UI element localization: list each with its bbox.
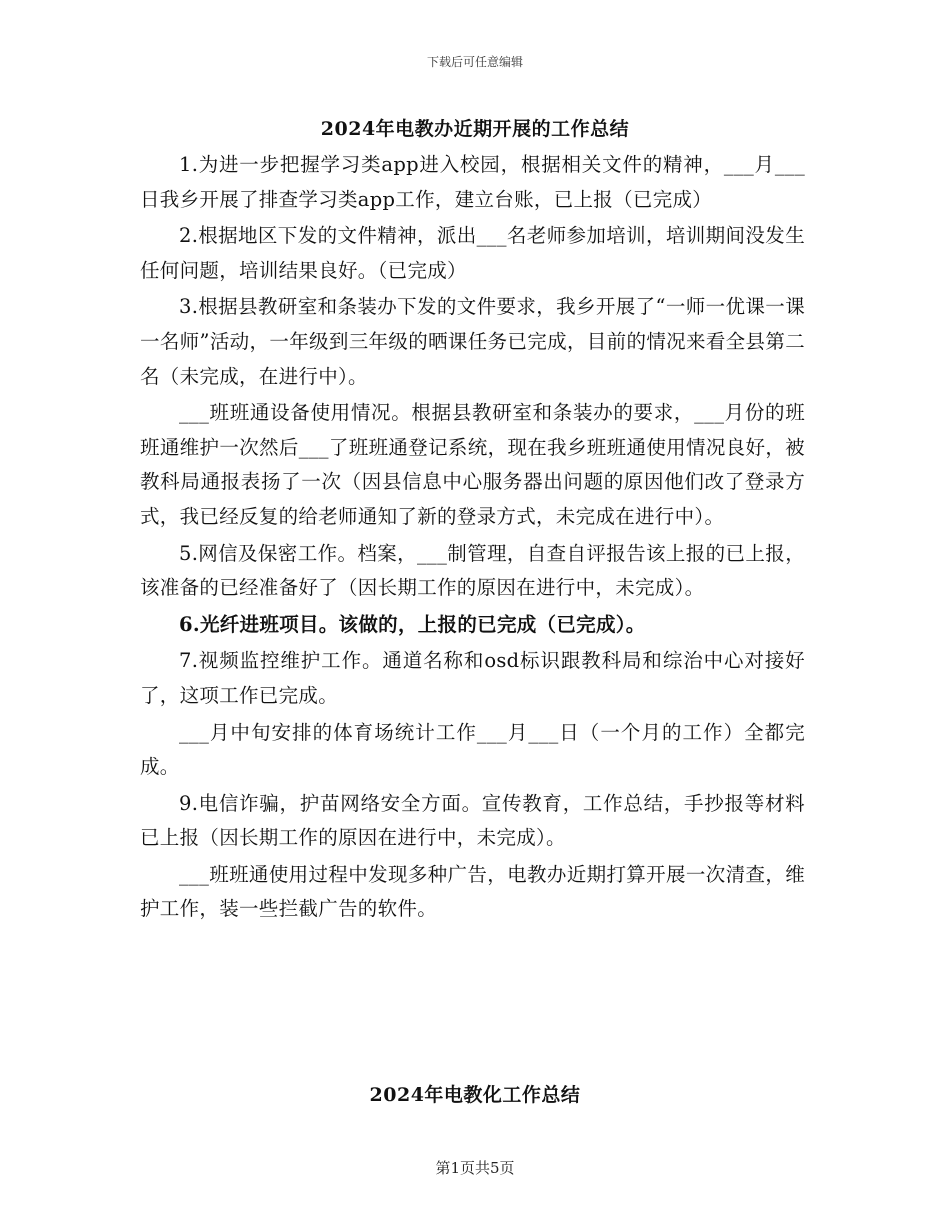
document-body bbox=[140, 148, 805, 927]
document-title: 2024年电教办近期开展的工作总结 bbox=[320, 118, 630, 140]
header-note: 下载后可任意编辑 bbox=[426, 55, 523, 69]
paragraph-2: 2.根据地区下发的文件精神，派出___名老师参加培训，培训期间没发生任何问题，培训结果良好。（已完成） bbox=[140, 224, 805, 282]
paragraph-3: 3.根据县教研室和条装办下发的文件要求，我乡开展了“一师一优课一课一名师”活动，一年级到三年级的晒课任务已完成，目前的情况来看全县第二名（未完成，在进行中）。 bbox=[140, 295, 805, 388]
paragraph-7: 7.视频监控维护工作。通道名称和osd标识跟教科局和综治中心对接好了，这项工作已完成。 bbox=[140, 649, 805, 707]
paragraph-4: ___班班通设备使用情况。根据县教研室和条装办的要求，___月份的班班通维护一次然后___了班班通登记系统，现在我乡班班通使用情况良好，被教科局通报表扬了一次（因县信息中心服务器出问题的原因他们改了登录方式，我已经反复的给老师通知了新的登录方式，未完成在进行中）。 bbox=[140, 401, 805, 528]
paragraph-1: 1.为进一步把握学习类app进入校园，根据相关文件的精神，___月___日我乡开展了排查学习类app工作，建立台账，已上报（已完成） bbox=[140, 153, 805, 211]
paragraph-6: 6.光纤进班项目。该做的，上报的已完成（已完成）。 bbox=[179, 612, 646, 636]
paragraph-5: 5.网信及保密工作。档案，___制管理，自查自评报告该上报的已上报，该准备的已经准备好了（因长期工作的原因在进行中，未完成）。 bbox=[140, 541, 805, 600]
paragraph-8: ___月中旬安排的体育场统计工作___月___日（一个月的工作）全都完成。 bbox=[140, 720, 805, 779]
paragraph-9: 9.电信诈骗，护苗网络安全方面。宣传教育，工作总结，手抄报等材料已上报（因长期工作的原因在进行中，未完成）。 bbox=[140, 791, 805, 850]
page-footer: 第1页共5页 bbox=[435, 1159, 515, 1177]
paragraph-10: ___班班通使用过程中发现多种广告，电教办近期打算开展一次清查，维护工作，装一些拦截广告的软件。 bbox=[140, 862, 805, 921]
section-title: 2024年电教化工作总结 bbox=[369, 1084, 581, 1106]
